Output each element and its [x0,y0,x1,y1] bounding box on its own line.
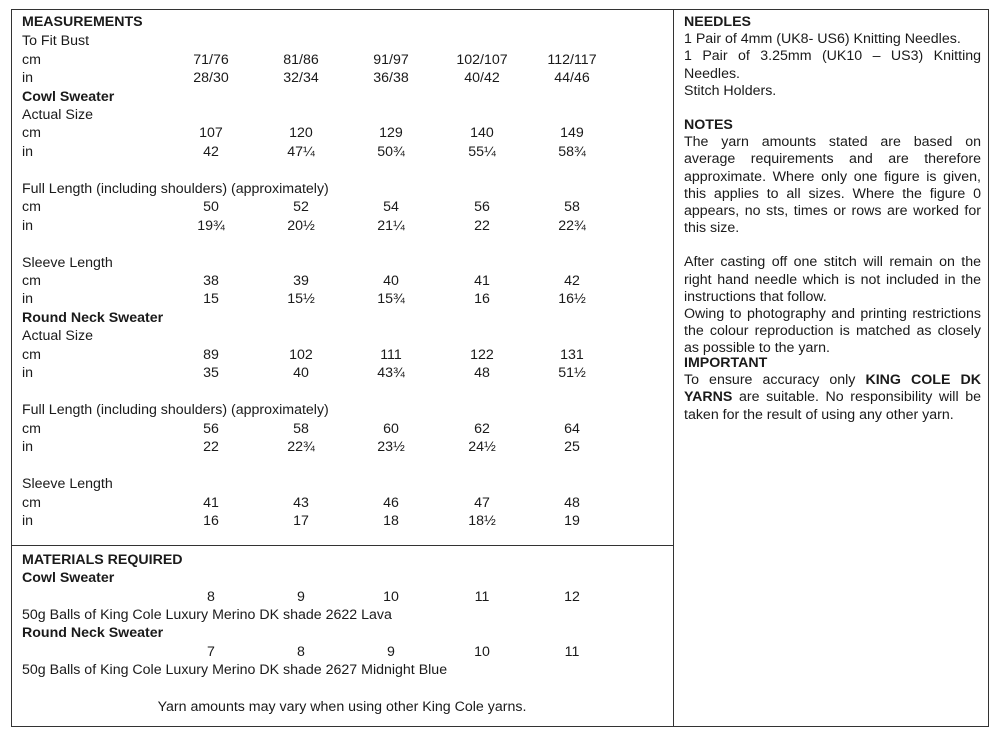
value-cell: 46 [383,495,399,511]
unit-label: in [22,365,34,381]
value-cell: 18 [383,513,399,529]
full-length-label: Full Length (including shoulders) (approximately) [22,402,329,418]
sleeve-length-label: Sleeve Length [22,255,113,271]
value-cell: 11 [474,589,490,605]
unit-label: cm [22,125,41,141]
value-cell: 43 [293,495,309,511]
value-cell: 7 [207,644,215,660]
value-cell: 58 [564,199,580,215]
important-heading: IMPORTANT [684,355,768,371]
unit-label: cm [22,347,41,363]
value-cell: 44/46 [554,70,590,86]
value-cell: 15¾ [377,291,405,307]
unit-label: in [22,291,34,307]
notes-section [684,117,981,358]
notes-paragraph-2: After casting off one stitch will remain on the right hand needle which is not included in the instructions that follow. [684,254,981,305]
unit-label: in [22,439,34,455]
unit-label: in [22,513,34,529]
value-cell: 16½ [558,291,586,307]
value-cell: 18½ [468,513,496,529]
value-cell: 122 [470,347,494,363]
notes-paragraph-1: The yarn amounts stated are based on average requirements and are therefore approximate. Where only one figure is given, this applies to all sizes. Where the figure 0 appears, no sts, times or rows are worked for this size. [684,134,981,237]
value-cell: 129 [379,125,403,141]
value-cell: 56 [474,199,490,215]
unit-label: cm [22,495,41,511]
value-cell: 131 [560,347,584,363]
value-cell: 20½ [287,218,315,234]
value-cell: 9 [387,644,395,660]
value-cell: 16 [203,513,219,529]
full-length-label: Full Length (including shoulders) (approximately) [22,181,329,197]
value-cell: 15 [203,291,219,307]
value-cell: 35 [203,365,219,381]
value-cell: 24½ [468,439,496,455]
value-cell: 107 [199,125,223,141]
value-cell: 120 [289,125,313,141]
value-cell: 40 [293,365,309,381]
value-cell: 11 [564,644,580,660]
value-cell: 22 [474,218,490,234]
value-cell: 58 [293,421,309,437]
value-cell: 60 [383,421,399,437]
sleeve-length-label: Sleeve Length [22,476,113,492]
value-cell: 41 [203,495,219,511]
value-cell: 17 [293,513,309,529]
needles-line-2: 1 Pair of 3.25mm (UK10 – US3) Knitting Needles. [684,48,981,82]
value-cell: 16 [474,291,490,307]
value-cell: 47 [474,495,490,511]
value-cell: 52 [293,199,309,215]
value-cell: 112/117 [547,52,597,68]
actual-size-label: Actual Size [22,107,93,123]
important-text-post: are suitable. No responsibility will be taken for the result of using any other yarn. [684,389,981,423]
value-cell: 149 [560,125,584,141]
value-cell: 51½ [558,365,586,381]
value-cell: 25 [564,439,580,455]
unit-label: cm [22,273,41,289]
round-neck-sweater-title: Round Neck Sweater [22,310,164,326]
value-cell: 56 [203,421,219,437]
value-cell: 23½ [377,439,405,455]
cowl-yarn-text: 50g Balls of King Cole Luxury Merino DK shade 2622 Lava [22,607,392,623]
cowl-sweater-title: Cowl Sweater [22,89,115,105]
section-divider [11,545,673,546]
value-cell: 19 [564,513,580,529]
needles-line-1: 1 Pair of 4mm (UK8- US6) Knitting Needles. [684,31,961,48]
value-cell: 81/86 [283,52,319,68]
value-cell: 102/107 [456,52,508,68]
value-cell: 22¾ [558,218,586,234]
materials-cowl-title: Cowl Sweater [22,570,115,586]
value-cell: 39 [293,273,309,289]
value-cell: 19¾ [197,218,225,234]
materials-heading: MATERIALS REQUIRED [22,552,183,568]
notes-paragraph-3: Owing to photography and printing restrictions the colour reproduction is matched as closely as possible to the yarn. [684,306,981,357]
value-cell: 91/97 [373,52,409,68]
unit-label: cm [22,52,41,68]
brand-name: KING COLE DK YARNS [684,372,981,406]
value-cell: 32/34 [283,70,319,86]
value-cell: 12 [564,589,580,605]
value-cell: 43¾ [377,365,405,381]
value-cell: 62 [474,421,490,437]
value-cell: 42 [203,144,219,160]
column-divider [673,9,674,727]
value-cell: 111 [380,347,402,363]
value-cell: 89 [203,347,219,363]
value-cell: 9 [297,589,305,605]
value-cell: 48 [474,365,490,381]
value-cell: 41 [474,273,490,289]
value-cell: 21¼ [377,218,405,234]
value-cell: 64 [564,421,580,437]
unit-label: in [22,218,34,234]
value-cell: 8 [297,644,305,660]
important-text-pre: To ensure accuracy only [684,372,866,389]
needles-heading: NEEDLES [684,14,752,30]
value-cell: 36/38 [373,70,409,86]
unit-label: cm [22,421,41,437]
value-cell: 47¼ [287,144,315,160]
value-cell: 10 [474,644,490,660]
value-cell: 38 [203,273,219,289]
unit-label: in [22,70,34,86]
unit-label: cm [22,199,41,215]
value-cell: 48 [564,495,580,511]
important-section [684,355,981,424]
needles-line-3: Stitch Holders. [684,82,777,99]
unit-label: in [22,144,34,160]
notes-heading: NOTES [684,117,733,133]
value-cell: 140 [470,125,494,141]
value-cell: 71/76 [193,52,229,68]
yarn-footnote: Yarn amounts may vary when using other King Cole yarns. [157,699,527,715]
materials-round-title: Round Neck Sweater [22,625,164,641]
measurements-heading: MEASUREMENTS [22,14,143,30]
value-cell: 54 [383,199,399,215]
value-cell: 50 [203,199,219,215]
value-cell: 55¼ [468,144,496,160]
value-cell: 8 [207,589,215,605]
value-cell: 28/30 [193,70,229,86]
important-text [684,372,981,424]
value-cell: 10 [383,589,399,605]
round-yarn-text: 50g Balls of King Cole Luxury Merino DK shade 2627 Midnight Blue [22,662,448,678]
value-cell: 40 [383,273,399,289]
value-cell: 15½ [287,291,315,307]
needles-section [684,14,981,100]
value-cell: 22¾ [287,439,315,455]
to-fit-bust-label: To Fit Bust [22,33,90,49]
actual-size-label: Actual Size [22,328,93,344]
value-cell: 40/42 [464,70,500,86]
value-cell: 50¾ [377,144,405,160]
value-cell: 22 [203,439,219,455]
value-cell: 102 [289,347,313,363]
value-cell: 58¾ [558,144,586,160]
value-cell: 42 [564,273,580,289]
